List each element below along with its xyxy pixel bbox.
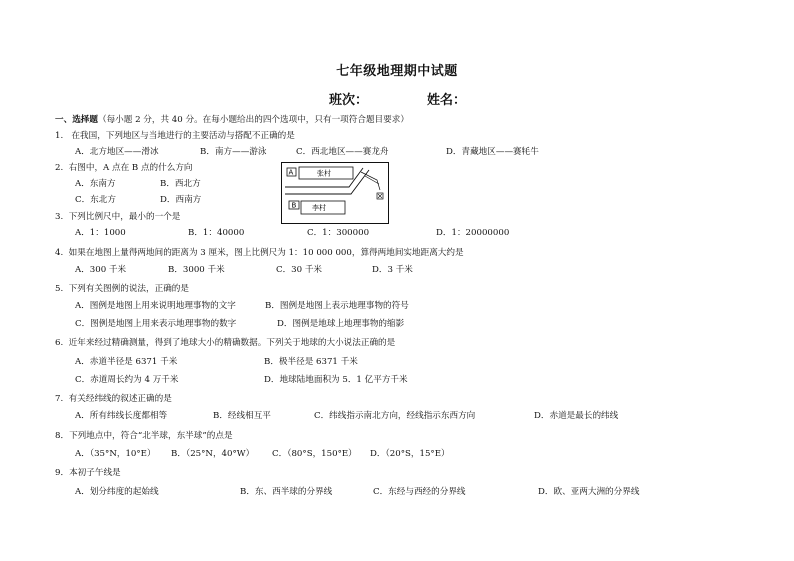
question-text: 如果在地图上量得两地间的距离为 3 厘米，图上比例尺为 1：10 000 000，算得两地间实地距离大约是 xyxy=(68,248,464,258)
question-3 xyxy=(55,212,180,223)
question-text: 近年来经过精确测量，得到了地球大小的精确数据。下列关于地球的大小说法正确的是 xyxy=(68,338,396,348)
q4-option-b[interactable]: B．3000 千米 xyxy=(168,265,225,275)
question-number: 9． xyxy=(55,468,70,478)
question-number: 5. xyxy=(55,284,64,294)
q2-option-a[interactable]: A．东南方 xyxy=(75,179,116,189)
question-text: 下列有关图例的说法，正确的是 xyxy=(68,284,189,294)
q4-option-a[interactable]: A．300 千米 xyxy=(75,265,127,275)
section-label: 一、选择题 xyxy=(55,115,98,125)
question-number: 8． xyxy=(55,431,70,441)
question-4 xyxy=(55,248,464,259)
question-5 xyxy=(55,284,189,295)
q7-option-d[interactable]: D．赤道是最长的纬线 xyxy=(534,411,619,421)
q4-option-d[interactable]: D．3 千米 xyxy=(372,265,413,275)
q3-option-a[interactable]: A．1：1000 xyxy=(75,228,126,238)
question-7 xyxy=(55,394,172,405)
q9-option-b[interactable]: B．东、西半球的分界线 xyxy=(240,487,333,497)
village-2-label: 李村 xyxy=(312,204,326,212)
class-label: 班次： xyxy=(329,93,369,108)
question-number: 6. xyxy=(55,338,64,348)
q5-option-d[interactable]: D．图例是地球上地理事物的缩影 xyxy=(277,319,405,329)
q8-option-a[interactable]: A．（35°N，10°E） xyxy=(75,449,156,459)
question-text: 右图中，A 点在 B 点的什么方向 xyxy=(68,163,193,173)
q7-option-c[interactable]: C．纬线指示南北方向，经线指示东西方向 xyxy=(314,411,476,421)
q2-option-d[interactable]: D．西南方 xyxy=(160,195,202,205)
q3-option-c[interactable]: C．1：300000 xyxy=(307,228,370,238)
q8-option-d[interactable]: D．（20°S，15°E） xyxy=(370,449,450,459)
q6-option-b[interactable]: B．极半径是 6371 千米 xyxy=(264,357,358,367)
q7-option-a[interactable]: A．所有纬线长度都相等 xyxy=(75,411,168,421)
question-number: 7. xyxy=(55,394,64,404)
question-1 xyxy=(55,131,295,142)
q2-option-c[interactable]: C．东北方 xyxy=(75,195,116,205)
question-text: 下列比例尺中，最小的一个是 xyxy=(68,212,181,222)
name-label: 姓名： xyxy=(427,93,467,108)
q9-option-d[interactable]: D．欧、亚两大洲的分界线 xyxy=(538,487,640,497)
question-2 xyxy=(55,163,193,174)
q4-option-c[interactable]: C．30 千米 xyxy=(276,265,323,275)
q3-option-d[interactable]: D．1：20000000 xyxy=(436,228,510,238)
q6-option-d[interactable]: D．地球陆地面积为 5．1 亿平方千米 xyxy=(264,375,408,385)
question-8 xyxy=(55,431,233,442)
question-9 xyxy=(55,468,121,479)
question-text: 本初子午线是 xyxy=(69,468,121,478)
question-number: 3. xyxy=(55,212,64,222)
point-a-label: A xyxy=(288,168,294,177)
q5-option-c[interactable]: C．图例是地图上用来表示地理事物的数字 xyxy=(75,319,237,329)
q1-option-b[interactable]: B．南方——游泳 xyxy=(200,147,267,157)
q1-option-a[interactable]: A．北方地区——滑冰 xyxy=(75,147,159,157)
question-text: 下列地点中，符合“北半球，东半球”的点是 xyxy=(69,431,233,441)
question-number: 2. xyxy=(55,163,64,173)
q9-option-c[interactable]: C．东经与西经的分界线 xyxy=(373,487,466,497)
q8-option-c[interactable]: C．（80°S，150°E） xyxy=(272,449,357,459)
q2-option-b[interactable]: B．西北方 xyxy=(160,179,201,189)
q1-option-d[interactable]: D．青藏地区——赛牦牛 xyxy=(446,147,539,157)
direction-map-figure xyxy=(281,162,389,224)
q6-option-a[interactable]: A．赤道半径是 6371 千米 xyxy=(75,357,178,367)
village-1-label: 张村 xyxy=(317,169,331,178)
q9-option-a[interactable]: A．划分纬度的起始线 xyxy=(75,487,159,497)
q7-option-b[interactable]: B．经线相互平 xyxy=(213,411,271,421)
question-6 xyxy=(55,338,395,349)
q1-option-c[interactable]: C．西北地区——赛龙舟 xyxy=(296,147,389,157)
q5-option-a[interactable]: A．图例是地图上用来说明地理事物的文字 xyxy=(75,301,236,311)
section-desc: （每小题 2 分，共 40 分。在每小题给出的四个选项中，只有一项符合题目要求） xyxy=(97,115,409,125)
q3-option-b[interactable]: B．1：40000 xyxy=(188,228,245,238)
question-text: 在我国，下列地区与当地进行的主要活动与搭配不正确的是 xyxy=(71,131,295,141)
point-b-label: B xyxy=(291,201,297,210)
question-number: 4. xyxy=(55,248,64,258)
q8-option-b[interactable]: B．（25°N，40°W） xyxy=(171,449,255,459)
question-number: 1. xyxy=(55,131,64,141)
page-title: 七年级地理期中试题 xyxy=(336,64,458,79)
q5-option-b[interactable]: B．图例是地图上表示地理事物的符号 xyxy=(265,301,409,311)
q6-option-c[interactable]: C．赤道周长约为 4 万千米 xyxy=(75,375,179,385)
question-text: 有关经纬线的叙述正确的是 xyxy=(68,394,172,404)
section-header xyxy=(55,115,409,126)
